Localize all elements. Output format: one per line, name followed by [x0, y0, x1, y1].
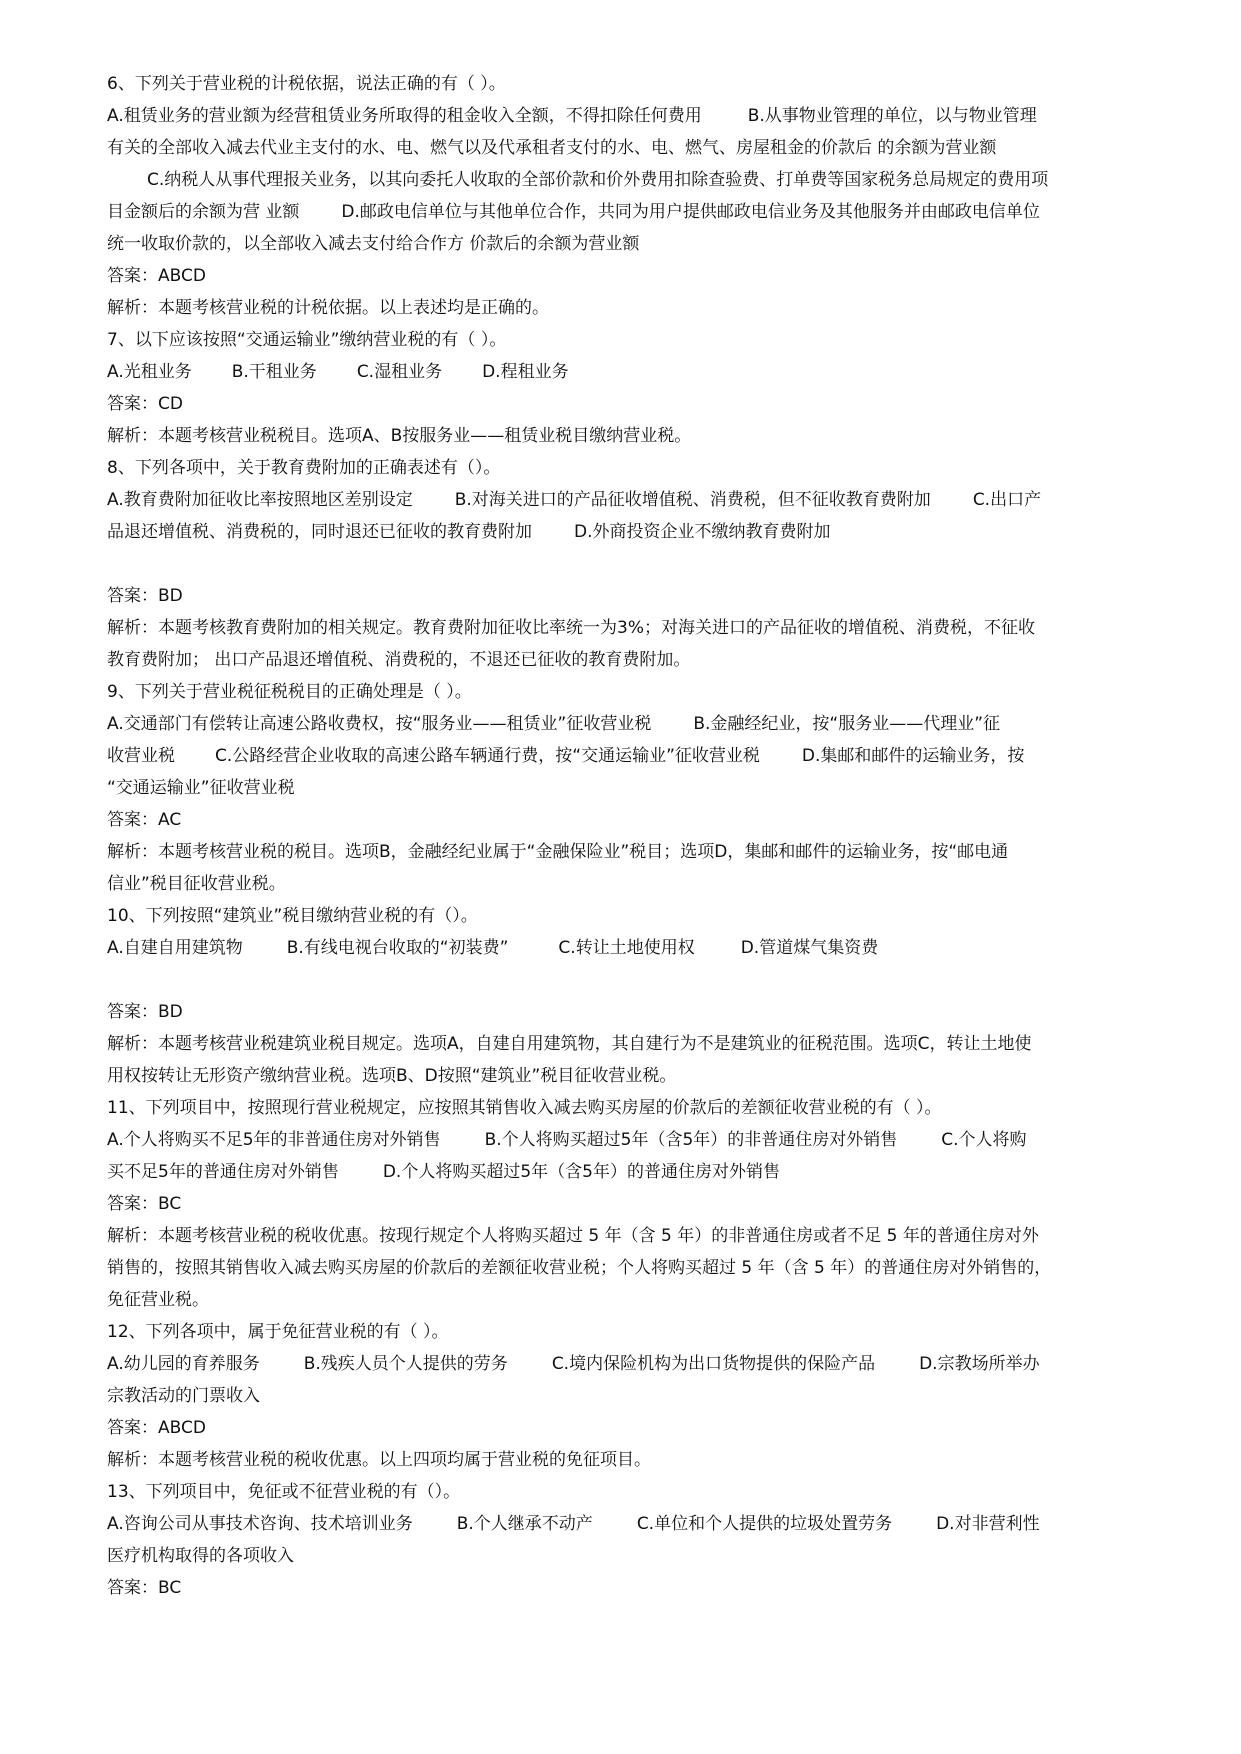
question-8-options-line-1 [107, 484, 1147, 516]
analysis-9-line-1: 解析：本题考核营业税的税目。选项B，金融经纪业属于“金融保险业”税目；选项D，集邮和邮件的运输业务，按“邮电通 [107, 842, 1009, 862]
option-a: A.交通部门有偿转让高速公路收费权，按“服务业——租赁业”征收营业税 [107, 714, 652, 734]
option-a: A.光租业务 [107, 362, 192, 382]
question-12-options-line-1 [107, 1348, 1147, 1380]
question-7: 7、以下应该按照“交通运输业”缴纳营业税的有（ ）。 [107, 330, 507, 350]
question-6-option-c: C.纳税人从事代理报关业务，以其向委托人收取的全部价款和价外费用扣除查验费、打单费等国家税务总局规定的费用项 [147, 170, 1049, 190]
blank-line [107, 548, 1147, 580]
question-9-options-line-1 [107, 708, 1147, 740]
analysis-10-line-1: 解析：本题考核营业税建筑业税目规定。选项A，自建自用建筑物，其自建行为不是建筑业的征税范围。选项C，转让土地使 [107, 1034, 1032, 1054]
analysis-11-line-1: 解析：本题考核营业税的税收优惠。按现行规定个人将购买超过 5 年（含 5 年）的非普通住房或者不足 5 年的普通住房对外 [107, 1226, 1039, 1246]
option-b: B.从事物业管理的单位，以与物业管理 [747, 106, 1037, 126]
question-6-options-line-5: 统一收取价款的，以全部收入减去支付给合作方 价款后的余额为营业额 [107, 234, 640, 254]
option-a: A.租赁业务的营业额为经营租赁业务所取得的租金收入全额，不得扣除任何费用 [107, 106, 702, 126]
question-9: 9、下列关于营业税征税税目的正确处理是（ ）。 [107, 682, 472, 702]
option-c: C.个人将购 [941, 1130, 1027, 1150]
answer-11: 答案：BC [107, 1194, 182, 1214]
option-a: A.幼儿园的育养服务 [107, 1354, 260, 1374]
option-a: A.自建自用建筑物 [107, 938, 243, 958]
blank-line [107, 964, 1147, 996]
option-b: B.干租业务 [231, 362, 317, 382]
option-c-cont: 目金额后的余额为营 业额 [107, 202, 300, 222]
question-12-options-line-2: 宗教活动的门票收入 [107, 1386, 260, 1406]
option-c-cont: 买不足5年的普通住房对外销售 [107, 1162, 339, 1182]
answer-12: 答案：ABCD [107, 1418, 206, 1438]
question-9-options-line-2 [107, 740, 1147, 772]
option-d: D.个人将购买超过5年（含5年）的普通住房对外销售 [382, 1162, 780, 1182]
question-6: 6、下列关于营业税的计税依据，说法正确的有（ ）。 [107, 74, 506, 94]
option-d: D.宗教场所举办 [919, 1354, 1040, 1374]
analysis-9-line-2: 信业”税目征收营业税。 [107, 874, 286, 894]
option-c: C.单位和个人提供的垃圾处置劳务 [636, 1514, 893, 1534]
option-d: D.邮政电信单位与其他单位合作，共同为用户提供邮政电信业务及其他服务并由邮政电信单位 [341, 202, 1040, 222]
question-10-options [107, 932, 1147, 964]
analysis-10-line-2: 用权按转让无形资产缴纳营业税。选项B、D按照“建筑业”税目征收营业税。 [107, 1066, 677, 1086]
question-11: 11、下列项目中，按照现行营业税规定，应按照其销售收入减去购买房屋的价款后的差额征收营业税的有（ ）。 [107, 1098, 942, 1118]
question-8: 8、下列各项中，关于教育费附加的正确表述有（）。 [107, 458, 501, 478]
question-10: 10、下列按照“建筑业”税目缴纳营业税的有（）。 [107, 906, 478, 926]
question-6-options-line-1 [107, 100, 1147, 132]
option-b: B.个人将购买超过5年（含5年）的非普通住房对外销售 [484, 1130, 898, 1150]
answer-9: 答案：AC [107, 810, 182, 830]
question-13: 13、下列项目中，免征或不征营业税的有（）。 [107, 1482, 461, 1502]
option-a: A.个人将购买不足5年的非普通住房对外销售 [107, 1130, 441, 1150]
analysis-12: 解析：本题考核营业税的税收优惠。以上四项均属于营业税的免征项目。 [107, 1450, 651, 1470]
option-d: D.程租业务 [482, 362, 569, 382]
option-a: A.咨询公司从事技术咨询、技术培训业务 [107, 1514, 413, 1534]
answer-10: 答案：BD [107, 1002, 183, 1022]
question-11-options-line-1 [107, 1124, 1147, 1156]
option-d: D.外商投资企业不缴纳教育费附加 [574, 522, 831, 542]
option-a: A.教育费附加征收比率按照地区差别设定 [107, 490, 413, 510]
answer-13: 答案：BC [107, 1578, 182, 1598]
analysis-11-line-2: 销售的，按照其销售收入减去购买房屋的价款后的差额征收营业税；个人将购买超过 5 年（含 5 年）的普通住房对外销售的， [107, 1258, 1052, 1278]
option-c: C.出口产 [972, 490, 1042, 510]
question-6-options-line-4 [107, 196, 1147, 228]
option-b: B.对海关进口的产品征收增值税、消费税，但不征收教育费附加 [454, 490, 931, 510]
analysis-8-line-1: 解析：本题考核教育费附加的相关规定。教育费附加征收比率统一为3%；对海关进口的产品征收的增值税、消费税，不征收 [107, 618, 1035, 638]
answer-6: 答案：ABCD [107, 266, 206, 286]
option-c: C.湿租业务 [356, 362, 443, 382]
option-c-cont: 品退还增值税、消费税的，同时退还已征收的教育费附加 [107, 522, 532, 542]
question-11-options-line-2 [107, 1156, 1147, 1188]
option-b: B.有线电视台收取的“初装费” [286, 938, 509, 958]
option-b: B.残疾人员个人提供的劳务 [303, 1354, 508, 1374]
question-7-options [107, 356, 1147, 388]
question-12: 12、下列各项中，属于免征营业税的有（ ）。 [107, 1322, 449, 1342]
option-b-cont: 收营业税 [107, 746, 175, 766]
analysis-7: 解析：本题考核营业税税目。选项A、B按服务业——租赁业税目缴纳营业税。 [107, 426, 692, 446]
analysis-6: 解析：本题考核营业税的计税依据。以上表述均是正确的。 [107, 298, 549, 318]
question-13-options-line-2: 医疗机构取得的各项收入 [107, 1546, 294, 1566]
option-d: D.管道煤气集资费 [740, 938, 879, 958]
option-d: D.集邮和邮件的运输业务，按 [801, 746, 1025, 766]
document-page [107, 68, 1147, 1604]
option-d: D.对非营利性 [936, 1514, 1040, 1534]
option-b: B.个人继承不动产 [456, 1514, 593, 1534]
option-c: C.转让土地使用权 [558, 938, 695, 958]
question-6-options-line-2: 有关的全部收入减去代业主支付的水、电、燃气以及代承租者支付的水、电、燃气、房屋租金的价款后 的余额为营业额 [107, 138, 997, 158]
option-c: C.公路经营企业收取的高速公路车辆通行费，按“交通运输业”征收营业税 [215, 746, 760, 766]
question-8-options-line-2 [107, 516, 1147, 548]
analysis-8-line-2: 教育费附加； 出口产品退还增值税、消费税的，不退还已征收的教育费附加。 [107, 650, 691, 670]
question-9-options-line-3: “交通运输业”征收营业税 [107, 778, 295, 798]
option-c: C.境内保险机构为出口货物提供的保险产品 [551, 1354, 876, 1374]
answer-8: 答案：BD [107, 586, 183, 606]
answer-7: 答案：CD [107, 394, 183, 414]
question-13-options-line-1 [107, 1508, 1147, 1540]
option-b: B.金融经纪业，按“服务业——代理业”征 [693, 714, 1001, 734]
analysis-11-line-3: 免征营业税。 [107, 1290, 209, 1310]
